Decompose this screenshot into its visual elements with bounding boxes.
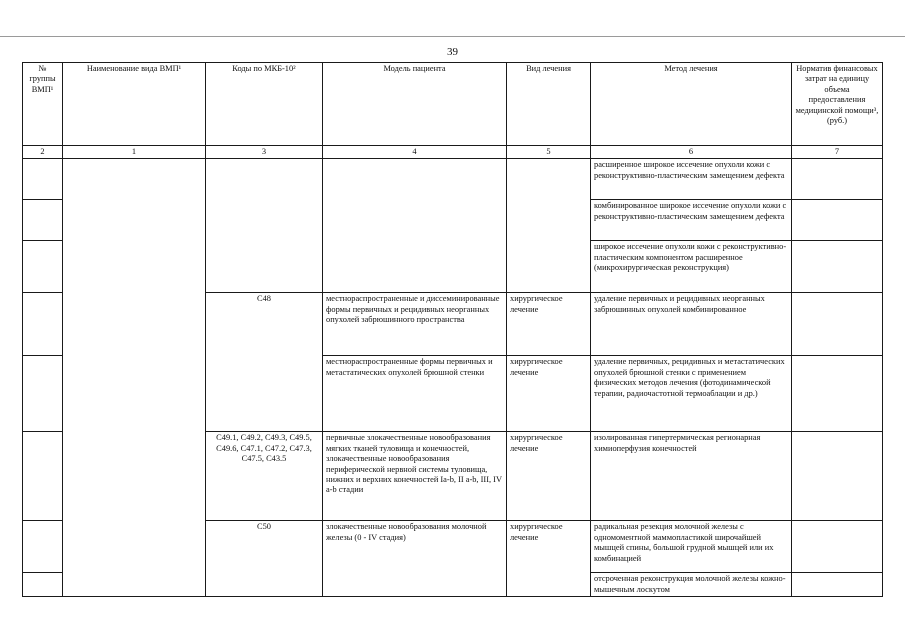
- treatment-method-cell: широкое иссечение опухоли кожи с реконструктивно-пластическим компонентом расширенное (микрохирургическая реконструкция): [591, 241, 792, 293]
- header-patient-model: Модель пациента: [323, 63, 507, 146]
- column-number: 6: [591, 146, 792, 159]
- cost-norm-cell: [792, 200, 883, 241]
- group-number-cell: [23, 241, 63, 293]
- patient-model-cell: местнораспространенные формы первичных и метастатических опухолей брюшной стенки: [323, 356, 507, 432]
- column-number: 1: [63, 146, 206, 159]
- column-number: 4: [323, 146, 507, 159]
- icd-codes-cell: C48: [206, 293, 323, 432]
- treatment-type-cell: хирургическое лечение: [507, 293, 591, 356]
- treatment-type-cell: [507, 159, 591, 293]
- treatment-type-cell: хирургическое лечение: [507, 521, 591, 597]
- group-number-cell: [23, 356, 63, 432]
- patient-model-cell: первичные злокачественные новообразования мягких тканей туловища и конечностей, злокачественные новообразования периферической нервной системы туловища, нижних и верхних конечностей Ia-b, II a-b, III, IV a-b стадии: [323, 432, 507, 521]
- column-number: 3: [206, 146, 323, 159]
- group-number-cell: [23, 159, 63, 200]
- group-number-cell: [23, 573, 63, 597]
- cost-norm-cell: [792, 293, 883, 356]
- cost-norm-cell: [792, 432, 883, 521]
- header-group-number: № группы ВМП¹: [23, 63, 63, 146]
- group-number-cell: [23, 432, 63, 521]
- vmp-name-cell: [63, 159, 206, 597]
- header-icd-codes: Коды по МКБ-10²: [206, 63, 323, 146]
- page-number: 39: [447, 46, 458, 58]
- icd-codes-cell: C50: [206, 521, 323, 597]
- treatment-method-cell: удаление первичных, рецидивных и метастатических опухолей брюшной стенки с применением физических методов лечения (фотодинамической терапии, радиочастотной термоаблации и др.): [591, 356, 792, 432]
- group-number-cell: [23, 521, 63, 573]
- icd-codes-cell: C49.1, C49.2, C49.3, C49.5, C49.6, C47.1, C47.2, C47.3, C47.5, C43.5: [206, 432, 323, 521]
- table-row: [23, 159, 883, 200]
- column-number: 7: [792, 146, 883, 159]
- vmp-table: [22, 62, 883, 597]
- header-treatment-method: Метод лечения: [591, 63, 792, 146]
- header-vmp-name: Наименование вида ВМП¹: [63, 63, 206, 146]
- cost-norm-cell: [792, 521, 883, 573]
- treatment-method-cell: удаление первичных и рецидивных неорганных забрюшинных опухолей комбинированное: [591, 293, 792, 356]
- icd-codes-cell: [206, 159, 323, 293]
- treatment-type-cell: хирургическое лечение: [507, 432, 591, 521]
- header-cost-norm: Норматив финансовых затрат на единицу объема предоставления медицинской помощи³, (руб.): [792, 63, 883, 146]
- cost-norm-cell: [792, 241, 883, 293]
- treatment-method-cell: комбинированное широкое иссечение опухоли кожи с реконструктивно-пластическим замещением дефекта: [591, 200, 792, 241]
- patient-model-cell: местнораспространенные и диссеминированные формы первичных и рецидивных неорганных опухолей забрюшинного пространства: [323, 293, 507, 356]
- treatment-method-cell: изолированная гипертермическая регионарная химиоперфузия конечностей: [591, 432, 792, 521]
- cost-norm-cell: [792, 356, 883, 432]
- column-number: 2: [23, 146, 63, 159]
- cost-norm-cell: [792, 159, 883, 200]
- patient-model-cell: злокачественные новообразования молочной железы (0 - IV стадия): [323, 521, 507, 597]
- header-row: [23, 63, 883, 146]
- column-number: 5: [507, 146, 591, 159]
- column-number-row: [23, 146, 883, 159]
- header-treatment-type: Вид лечения: [507, 63, 591, 146]
- treatment-type-cell: хирургическое лечение: [507, 356, 591, 432]
- group-number-cell: [23, 200, 63, 241]
- treatment-method-cell: расширенное широкое иссечение опухоли кожи с реконструктивно-пластическим замещением дефекта: [591, 159, 792, 200]
- treatment-method-cell: отсроченная реконструкция молочной железы кожно-мышечным лоскутом: [591, 573, 792, 597]
- group-number-cell: [23, 293, 63, 356]
- treatment-method-cell: радикальная резекция молочной железы с одномоментной маммопластикой широчайшей мышцей спины, большой грудной мышцей или их комбинацией: [591, 521, 792, 573]
- patient-model-cell: [323, 159, 507, 293]
- top-rule: [0, 36, 905, 37]
- cost-norm-cell: [792, 573, 883, 597]
